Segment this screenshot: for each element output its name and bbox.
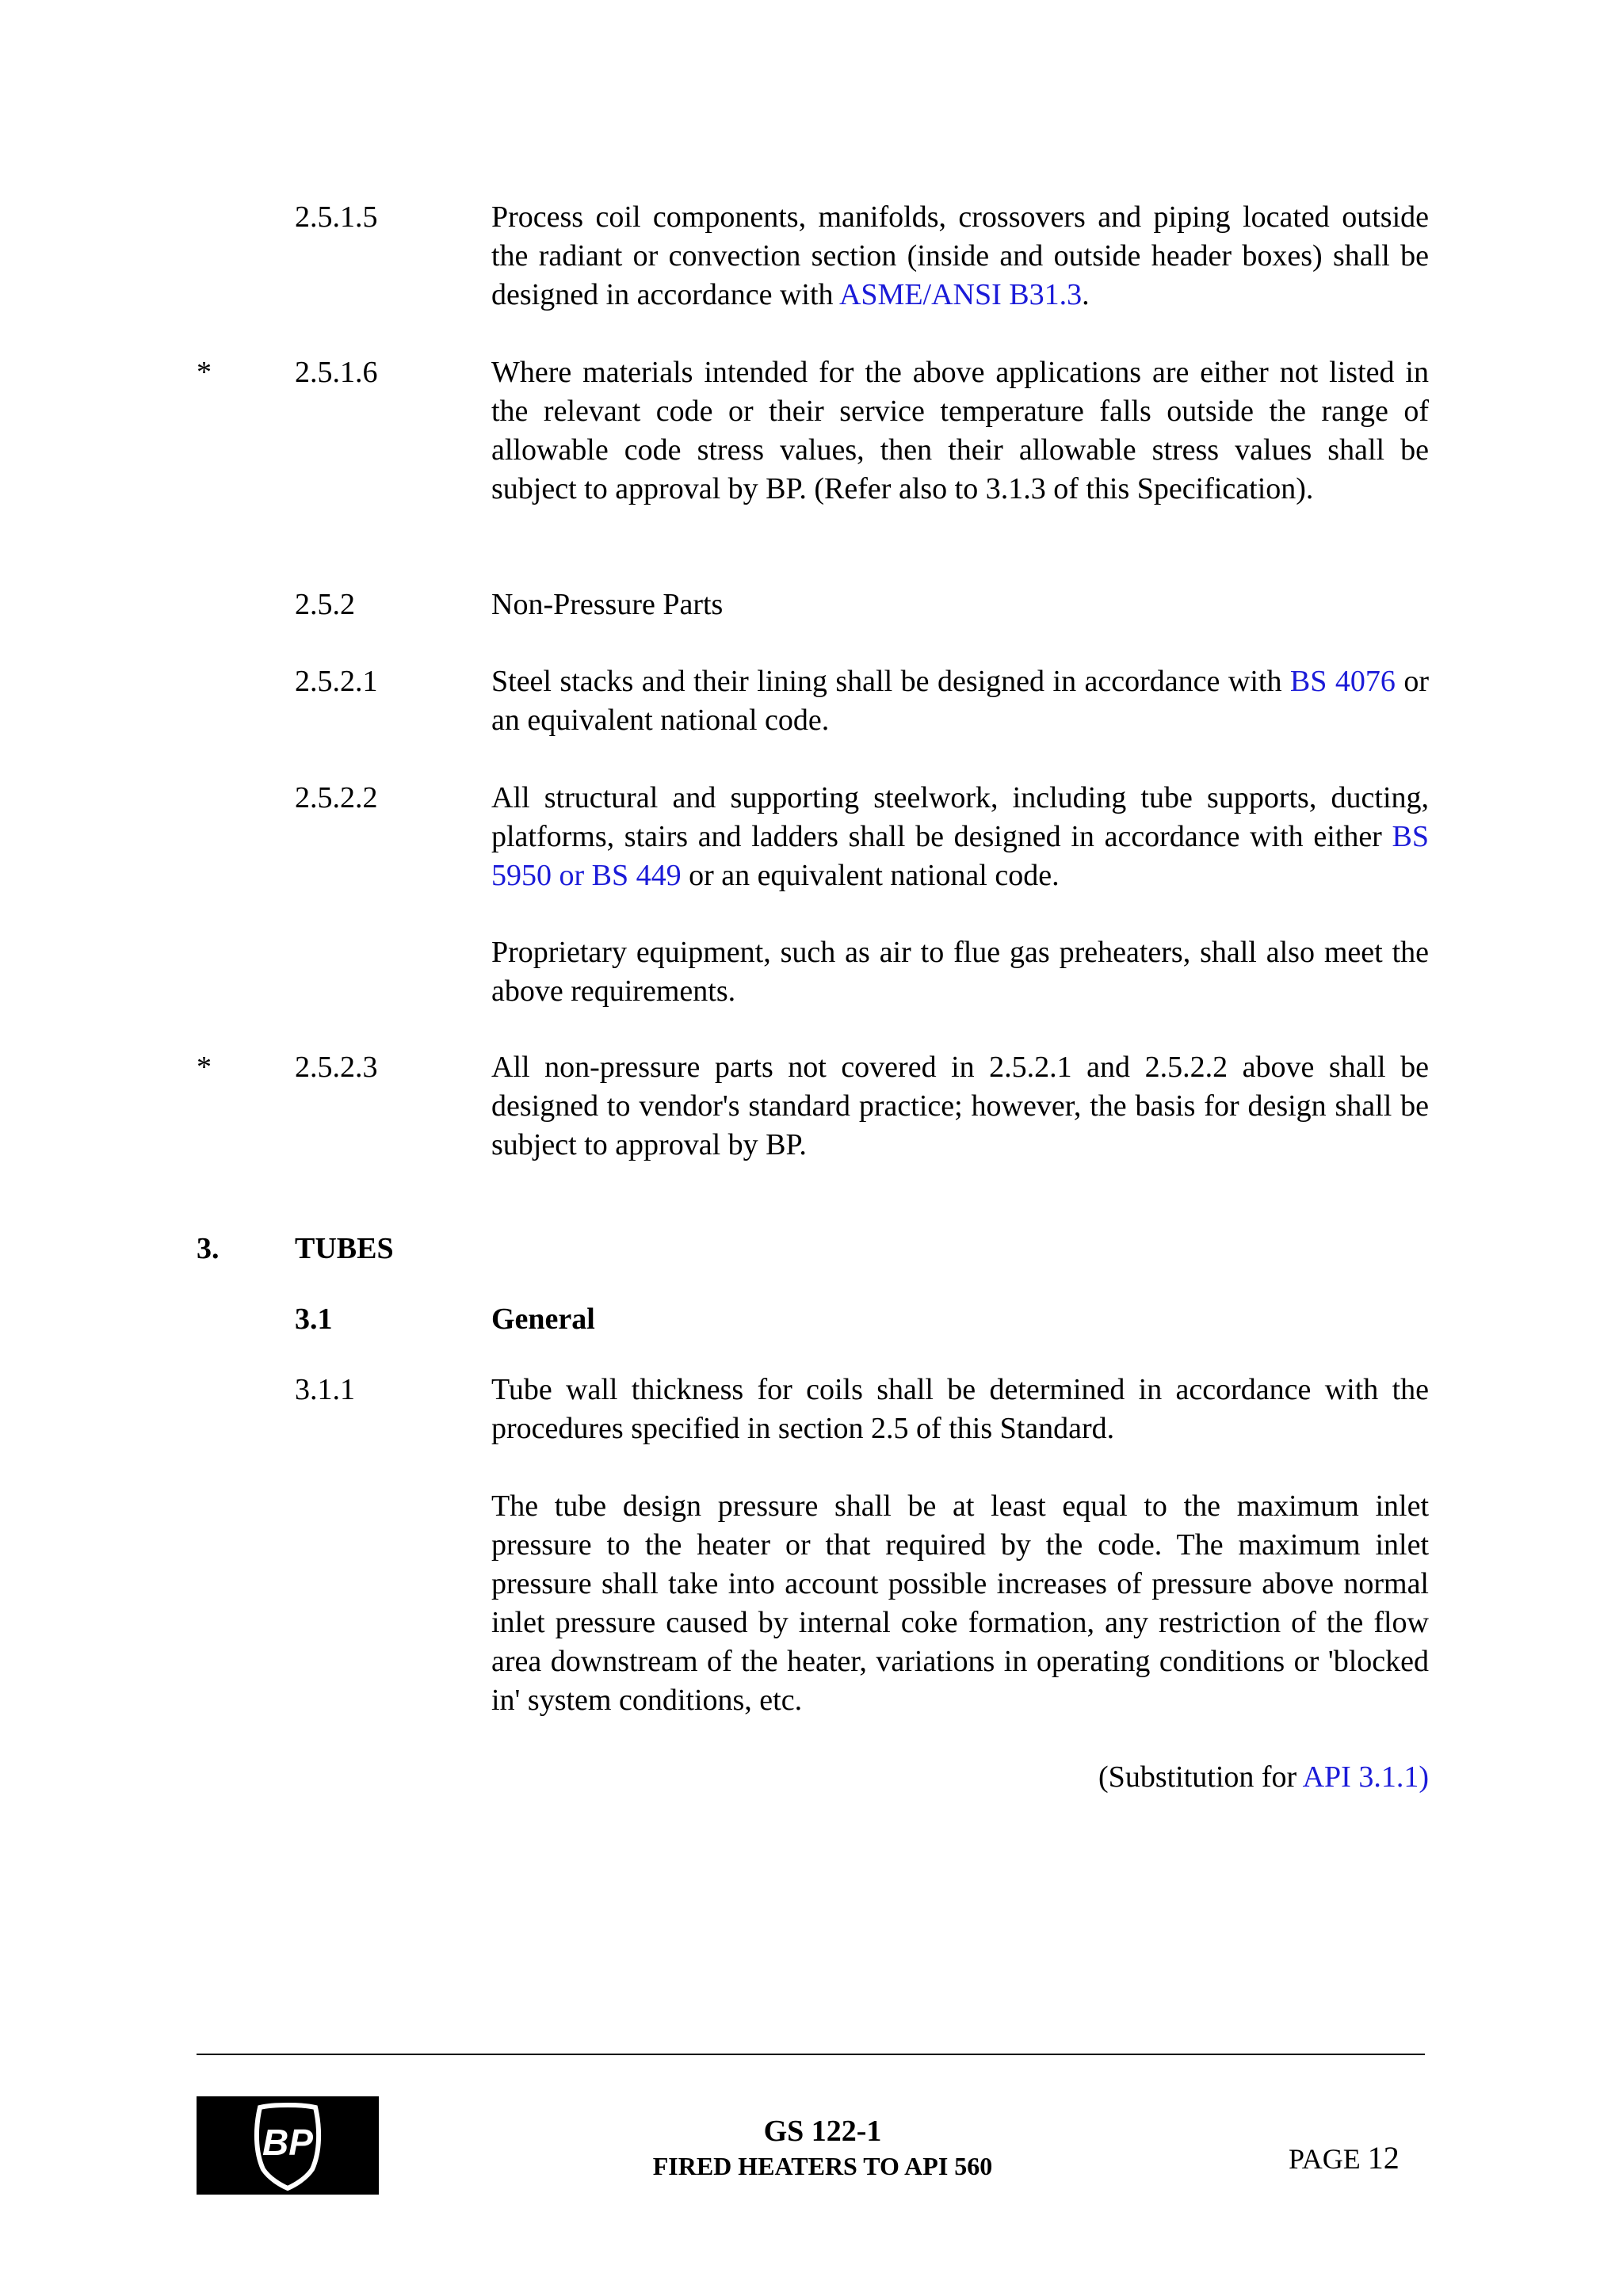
clause-text — [491, 662, 1429, 740]
clause-text — [491, 779, 1429, 895]
clause-text: All non-pressure parts not covered in 2.5.2.1 and 2.5.2.2 above shall be designed to vendor's standard practice; however, the basis for design shall be subject to approval by BP. — [491, 1051, 1429, 1161]
clause-number: 2.5.2.3 — [295, 1051, 378, 1084]
clause-text-part: Steel stacks and their lining shall be designed in accordance with — [491, 665, 1290, 698]
clause-number: 2.5.1.5 — [295, 200, 378, 234]
substitution-note — [491, 1758, 1429, 1797]
reference-link[interactable]: API 3.1.1) — [1302, 1760, 1429, 1794]
page-indicator — [1289, 2139, 1400, 2176]
clause-text-part: All structural and supporting steelwork, including tube supports, ducting, platforms, stairs and ladders shall be designed in accordance with either — [491, 781, 1429, 853]
clause-text: Tube wall thickness for coils shall be determined in accordance with the procedures specified in section 2.5 of this Standard. — [491, 1373, 1429, 1445]
reference-link[interactable]: ASME/ANSI B31.3 — [838, 278, 1083, 311]
clause-number: 2.5.2.1 — [295, 665, 378, 698]
footer-divider — [197, 2054, 1425, 2055]
clause-number: 2.5.2 — [295, 588, 355, 621]
clause-text: Where materials intended for the above applications are either not listed in the relevant code or their service temperature falls outside the range of allowable code stress values, then their allowable stress values shall be subject to approval by BP. (Refer also to 3.1.3 of this Specification). — [491, 356, 1429, 505]
clause-text-part: or an equivalent national code. — [491, 665, 1430, 737]
clause-paragraph: Proprietary equipment, such as air to flue gas preheaters, shall also meet the above requirements. — [491, 936, 1429, 1008]
subsection-number: 3.1 — [295, 1302, 333, 1336]
reference-link[interactable]: BS 5950 or BS 449 — [491, 820, 1429, 892]
change-marker: * — [197, 356, 212, 389]
clause-text-part: Process coil components, manifolds, crossovers and piping located outside the radiant or convection section (inside and outside header boxes) shall be designed in accordance with — [491, 200, 1429, 311]
document-title: FIRED HEATERS TO API 560 — [652, 2152, 993, 2180]
section-number: 3. — [197, 1232, 220, 1265]
clause-text-part: . — [1082, 278, 1090, 311]
clause-heading: Non-Pressure Parts — [491, 588, 724, 621]
clause-number: 2.5.2.2 — [295, 781, 378, 814]
clause-paragraph: The tube design pressure shall be at least equal to the maximum inlet pressure to the heater or that required by the code. The maximum inlet pressure shall take into account possible increases of pressure above normal inlet pressure caused by internal coke formation, any restriction of the flow area downstream of the heater, variations in operating conditions or 'blocked in' system conditions, etc. — [491, 1489, 1429, 1717]
clause-text-part: or an equivalent national code. — [681, 859, 1060, 892]
clause-number: 2.5.1.6 — [295, 356, 378, 389]
clause-number: 3.1.1 — [295, 1373, 355, 1406]
section-title: TUBES — [295, 1232, 394, 1265]
clause-text — [491, 198, 1429, 315]
document-code: GS 122-1 — [763, 2115, 882, 2148]
page-label: PAGE — [1289, 2143, 1361, 2175]
substitution-prefix: (Substitution for — [1098, 1760, 1303, 1794]
logo-text: BP — [262, 2122, 313, 2163]
change-marker: * — [197, 1051, 212, 1084]
page-number: 12 — [1367, 2140, 1400, 2176]
subsection-title: General — [491, 1302, 595, 1336]
reference-link[interactable]: BS 4076 — [1289, 665, 1396, 698]
